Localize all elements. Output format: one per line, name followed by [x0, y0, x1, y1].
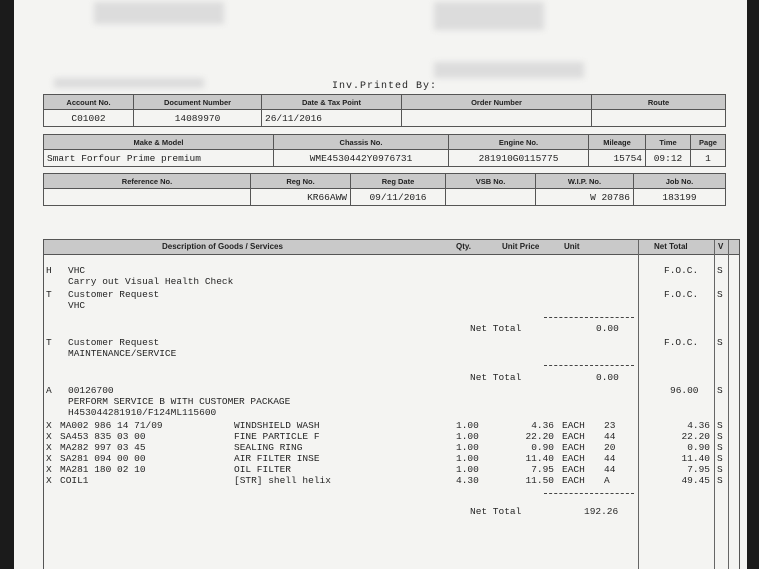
vhc-v: S: [717, 265, 723, 276]
make-model-value: Smart Forfour Prime premium: [44, 150, 274, 167]
part-unit: EACH: [562, 464, 585, 475]
part-description: FINE PARTICLE F: [234, 431, 320, 442]
cr1-net: F.O.C.: [664, 289, 699, 300]
subtotal-rule: [544, 493, 634, 494]
cr1-total: 0.00: [596, 323, 619, 334]
vhc-net: F.O.C.: [664, 265, 699, 276]
order-number-value: [402, 110, 592, 127]
cr1-description: VHC: [68, 300, 86, 311]
part-v: S: [717, 464, 723, 475]
cr1-total-label: Net Total: [470, 323, 522, 334]
vsb-no-header: VSB No.: [446, 174, 536, 189]
part-qty: 1.00: [456, 431, 479, 442]
part-price: 11.40: [525, 453, 554, 464]
vhc-code: H: [46, 265, 52, 276]
vehicle-table: [43, 134, 726, 167]
date-tax-point-value: 26/11/2016: [262, 110, 402, 127]
part-qty: 1.00: [456, 453, 479, 464]
service-description: PERFORM SERVICE B WITH CUSTOMER PACKAGE: [68, 396, 291, 407]
reference-no-value: [44, 189, 251, 206]
part-number: SA453 835 03 00: [60, 431, 146, 442]
reg-date-value: 09/11/2016: [351, 189, 446, 206]
account-no-value: C01002: [44, 110, 134, 127]
chassis-no-value: WME4530442Y0976731: [274, 150, 449, 167]
cr2-code: T: [46, 337, 52, 348]
redacted-block: [434, 62, 584, 78]
part-unit: EACH: [562, 475, 585, 486]
service-v: S: [717, 385, 723, 396]
part-price: 22.20: [525, 431, 554, 442]
part-description: SEALING RING: [234, 442, 303, 453]
engine-no-header: Engine No.: [449, 135, 589, 150]
job-no-header: Job No.: [634, 174, 726, 189]
part-price: 0.90: [531, 442, 554, 453]
service-ref: 00126700: [68, 385, 114, 396]
part-description: [STR] shell helix: [234, 475, 331, 486]
route-value: [592, 110, 726, 127]
subtotal-rule: [544, 365, 634, 366]
cr2-total: 0.00: [596, 372, 619, 383]
part-v: S: [717, 453, 723, 464]
vsb-no-value: [446, 189, 536, 206]
line-items-panel: [43, 239, 740, 569]
job-no-value: 183199: [634, 189, 726, 206]
redacted-block: [434, 2, 544, 30]
part-flag: X: [46, 442, 52, 453]
subtotal-rule: [544, 317, 634, 318]
part-unit: EACH: [562, 453, 585, 464]
part-group: 44: [604, 464, 616, 475]
line-items-header: [44, 240, 739, 255]
cr2-v: S: [717, 337, 723, 348]
part-net: 22.20: [681, 431, 710, 442]
part-number: MA002 986 14 71/09: [60, 420, 163, 431]
part-group: 20: [604, 442, 616, 453]
cr2-title: Customer Request: [68, 337, 160, 348]
part-qty: 1.00: [456, 442, 479, 453]
reg-date-header: Reg Date: [351, 174, 446, 189]
part-flag: X: [46, 464, 52, 475]
part-qty: 1.00: [456, 420, 479, 431]
invoice-page: [14, 0, 747, 569]
document-number-value: 14089970: [134, 110, 262, 127]
part-group: 23: [604, 420, 616, 431]
vhc-description: Carry out Visual Health Check: [68, 276, 234, 287]
time-value: 09:12: [646, 150, 691, 167]
page-header: Page: [691, 135, 726, 150]
final-total-label: Net Total: [470, 506, 522, 517]
part-net: 49.45: [681, 475, 710, 486]
part-number: MA281 180 02 10: [60, 464, 146, 475]
net-total-header: Net Total: [654, 242, 688, 251]
part-price: 7.95: [531, 464, 554, 475]
part-flag: X: [46, 453, 52, 464]
printed-by-label: Inv.Printed By:: [332, 81, 438, 92]
part-v: S: [717, 442, 723, 453]
part-group: 44: [604, 431, 616, 442]
part-group: 44: [604, 453, 616, 464]
part-v: S: [717, 475, 723, 486]
part-v: S: [717, 431, 723, 442]
part-net: 4.36: [687, 420, 710, 431]
cr2-net: F.O.C.: [664, 337, 699, 348]
final-total: 192.26: [584, 506, 619, 517]
document-number-header: Document Number: [134, 95, 262, 110]
unit-header: Unit: [564, 242, 580, 251]
service-net: 96.00: [670, 385, 699, 396]
column-divider: [714, 240, 715, 569]
redacted-block: [54, 78, 204, 88]
reference-no-header: Reference No.: [44, 174, 251, 189]
part-qty: 1.00: [456, 464, 479, 475]
service-code: A: [46, 385, 52, 396]
part-unit: EACH: [562, 420, 585, 431]
part-flag: X: [46, 475, 52, 486]
part-qty: 4.30: [456, 475, 479, 486]
part-v: S: [717, 420, 723, 431]
part-flag: X: [46, 420, 52, 431]
cr1-v: S: [717, 289, 723, 300]
part-number: MA282 997 03 45: [60, 442, 146, 453]
unit-price-header: Unit Price: [502, 242, 540, 251]
cr2-total-label: Net Total: [470, 372, 522, 383]
reg-no-header: Reg No.: [251, 174, 351, 189]
v-header: V: [718, 242, 724, 251]
part-price: 4.36: [531, 420, 554, 431]
mileage-header: Mileage: [589, 135, 646, 150]
reference-table: [43, 173, 726, 206]
time-header: Time: [646, 135, 691, 150]
account-table: [43, 94, 726, 127]
part-unit: EACH: [562, 431, 585, 442]
part-unit: EACH: [562, 442, 585, 453]
engine-no-value: 281910G0115775: [449, 150, 589, 167]
column-divider: [728, 240, 729, 569]
part-net: 11.40: [681, 453, 710, 464]
part-group: A: [604, 475, 610, 486]
part-flag: X: [46, 431, 52, 442]
route-header: Route: [592, 95, 726, 110]
service-subref: H453044281910/F124ML115600: [68, 407, 217, 418]
description-header: Description of Goods / Services: [162, 242, 283, 251]
mileage-value: 15754: [589, 150, 646, 167]
make-model-header: Make & Model: [44, 135, 274, 150]
part-net: 0.90: [687, 442, 710, 453]
account-no-header: Account No.: [44, 95, 134, 110]
page-value: 1: [691, 150, 726, 167]
vhc-title: VHC: [68, 265, 86, 276]
cr1-title: Customer Request: [68, 289, 160, 300]
cr2-description: MAINTENANCE/SERVICE: [68, 348, 177, 359]
part-description: OIL FILTER: [234, 464, 292, 475]
column-divider: [638, 240, 639, 569]
part-price: 11.50: [525, 475, 554, 486]
order-number-header: Order Number: [402, 95, 592, 110]
cr1-code: T: [46, 289, 52, 300]
wip-no-value: W 20786: [536, 189, 634, 206]
date-tax-point-header: Date & Tax Point: [262, 95, 402, 110]
part-description: WINDSHIELD WASH: [234, 420, 320, 431]
chassis-no-header: Chassis No.: [274, 135, 449, 150]
qty-header: Qty.: [456, 242, 471, 251]
reg-no-value: KR66AWW: [251, 189, 351, 206]
redacted-block: [94, 2, 224, 24]
part-number: COIL1: [60, 475, 89, 486]
part-number: SA281 094 00 00: [60, 453, 146, 464]
wip-no-header: W.I.P. No.: [536, 174, 634, 189]
part-net: 7.95: [687, 464, 710, 475]
part-description: AIR FILTER INSE: [234, 453, 320, 464]
